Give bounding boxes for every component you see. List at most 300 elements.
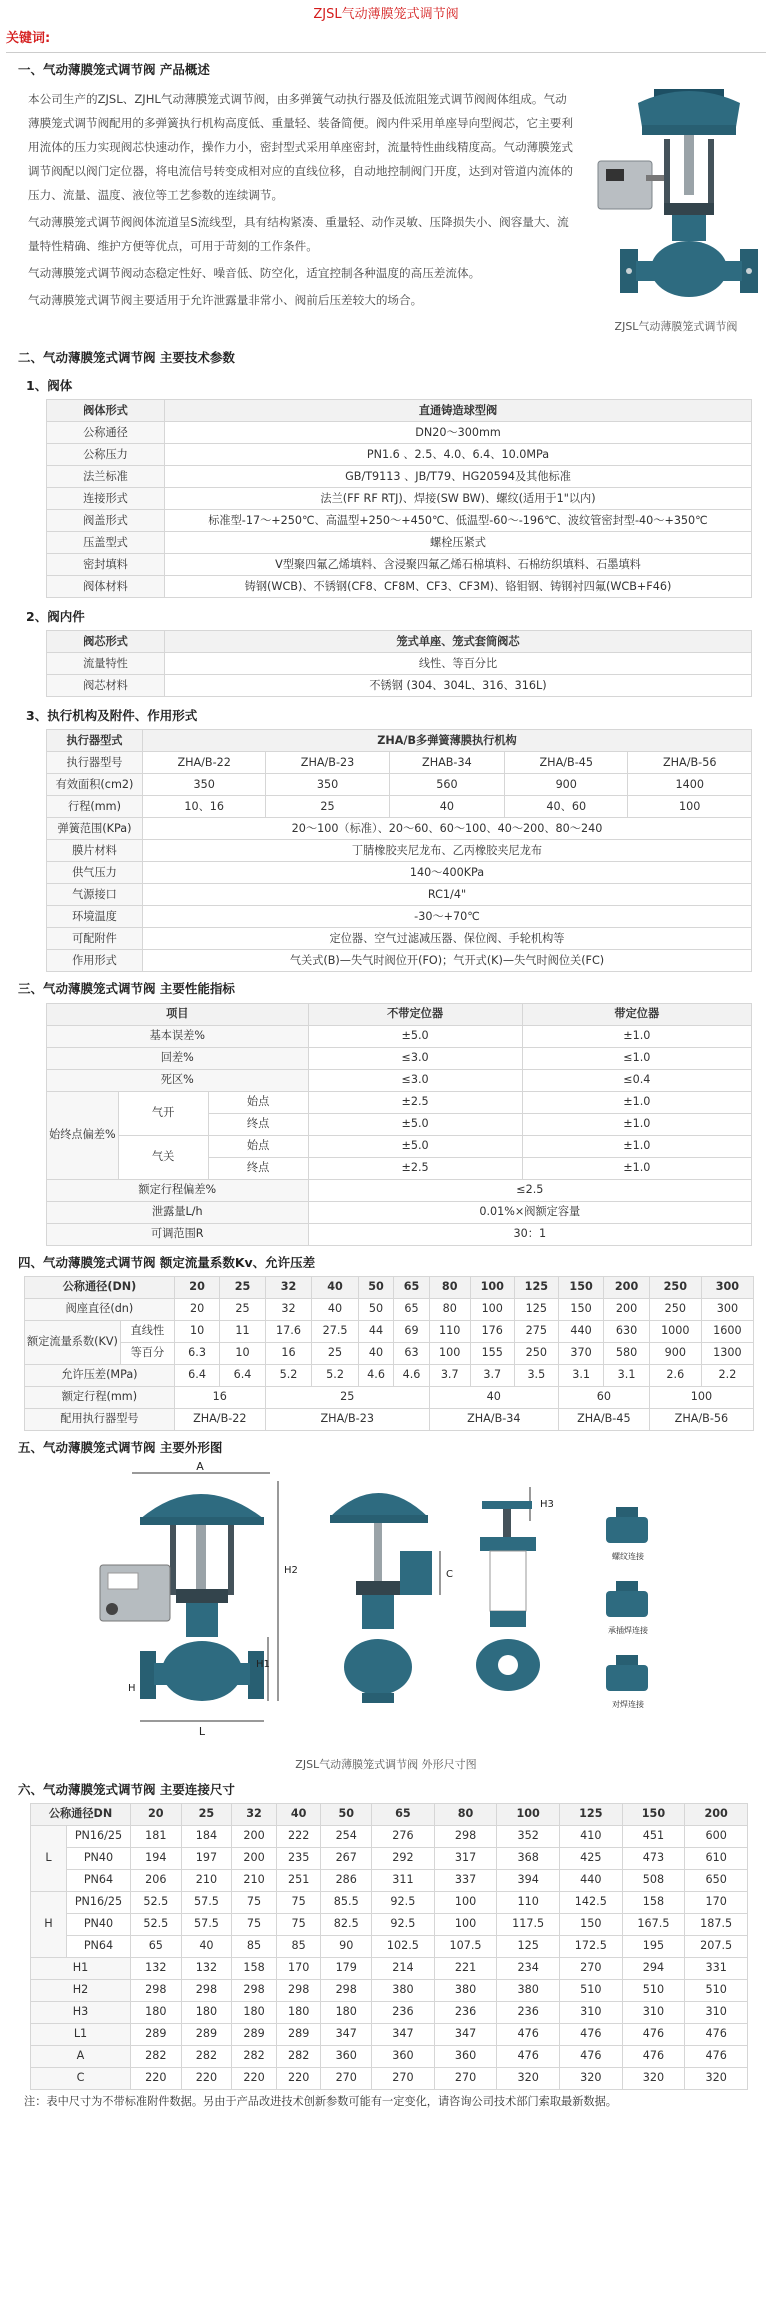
table-cell: 236	[434, 2001, 497, 2023]
subsection-body-title: 1、阀体	[26, 378, 73, 394]
table-cell: 定位器、空气过滤减压器、保位阀、手轮机构等	[143, 928, 752, 950]
table-cell: 1400	[628, 774, 752, 796]
table-cell: 270	[559, 1957, 622, 1979]
table-cell: ±1.0	[522, 1135, 751, 1157]
table-header: 80	[434, 1803, 497, 1825]
table-cell: 11	[220, 1320, 265, 1342]
row-label: 基本误差%	[47, 1025, 309, 1047]
divider	[6, 52, 766, 53]
table-cell: 117.5	[497, 1913, 560, 1935]
table-cell: 102.5	[372, 1935, 435, 1957]
table-cell: 476	[685, 2045, 748, 2067]
table-cell: 158	[622, 1891, 685, 1913]
table-row	[31, 2067, 748, 2089]
table-cell: 180	[232, 2001, 277, 2023]
table-cell: 236	[372, 2001, 435, 2023]
table-cell: 法兰(FF RF RTJ)、焊接(SW BW)、螺纹(适用于1"以内)	[165, 488, 752, 510]
row-label: 可配附件	[47, 928, 143, 950]
valve-body-table	[46, 399, 752, 598]
table-cell: 90	[321, 1935, 372, 1957]
table-cell: 1000	[649, 1320, 701, 1342]
subsection-trim-title: 2、阀内件	[26, 609, 85, 625]
table-cell: 440	[559, 1869, 622, 1891]
table-row	[25, 1298, 754, 1320]
row-label: 气源接口	[47, 884, 143, 906]
table-cell: RC1/4"	[143, 884, 752, 906]
table-cell: 16	[265, 1342, 312, 1364]
table-header: 125	[514, 1276, 558, 1298]
overview-block	[0, 83, 772, 341]
table-cell: 100	[429, 1342, 470, 1364]
dim-a-label: A	[196, 1460, 204, 1473]
table-header: 25	[181, 1803, 232, 1825]
row-label: 气开	[118, 1091, 208, 1135]
table-cell: 180	[276, 2001, 321, 2023]
table-cell: 298	[181, 1979, 232, 2001]
table-cell: 179	[321, 1957, 372, 1979]
table-cell: 52.5	[131, 1891, 182, 1913]
table-header: 公称通径(DN)	[25, 1276, 175, 1298]
row-label: 直线性	[120, 1320, 174, 1342]
section-dimensions-title: 六、气动薄膜笼式调节阀 主要连接尺寸	[18, 1781, 235, 1797]
table-cell: 394	[497, 1869, 560, 1891]
table-cell: 476	[497, 2023, 560, 2045]
row-label: 等百分	[120, 1342, 174, 1364]
dimension-drawing	[0, 1461, 772, 1761]
row-label: 额定行程(mm)	[25, 1386, 175, 1408]
table-cell: 110	[429, 1320, 470, 1342]
table-cell: ZHA/B-23	[266, 752, 389, 774]
table-cell: 40	[429, 1386, 558, 1408]
row-label: 配用执行器型号	[25, 1408, 175, 1430]
table-cell: 20～100（标准）、20～60、60～100、40～200、80～240	[143, 818, 752, 840]
table-row	[47, 631, 752, 653]
table-cell: 44	[358, 1320, 393, 1342]
table-cell: 410	[559, 1825, 622, 1847]
table-cell: 337	[434, 1869, 497, 1891]
table-cell: 360	[372, 2045, 435, 2067]
row-label: 死区%	[47, 1069, 309, 1091]
table-cell: 75	[276, 1891, 321, 1913]
row-label: L	[31, 1825, 67, 1891]
table-cell: ZHA/B-45	[505, 752, 628, 774]
row-label: PN40	[67, 1847, 131, 1869]
table-cell: 110	[497, 1891, 560, 1913]
table-cell: 176	[470, 1320, 514, 1342]
table-header: 200	[604, 1276, 649, 1298]
table-cell: 270	[434, 2067, 497, 2089]
table-row	[47, 554, 752, 576]
row-label: 环境温度	[47, 906, 143, 928]
table-cell: 380	[372, 1979, 435, 2001]
table-cell: 320	[622, 2067, 685, 2089]
table-header: 65	[394, 1276, 429, 1298]
table-row	[47, 576, 752, 598]
table-cell: 线性、等百分比	[165, 653, 752, 675]
table-row	[31, 2023, 748, 2045]
table-cell: 75	[232, 1891, 277, 1913]
table-cell: 不锈钢 (304、304L、316、316L)	[165, 675, 752, 697]
table-cell: 368	[497, 1847, 560, 1869]
table-cell: 57.5	[181, 1891, 232, 1913]
table-cell: 184	[181, 1825, 232, 1847]
table-row	[47, 774, 752, 796]
table-cell: 140～400KPa	[143, 862, 752, 884]
table-cell: 10	[174, 1320, 219, 1342]
table-cell: 298	[131, 1979, 182, 2001]
table-cell: 3.5	[514, 1364, 558, 1386]
table-cell: 螺栓压紧式	[165, 532, 752, 554]
row-label: 泄露量L/h	[47, 1201, 309, 1223]
table-cell: 300	[701, 1298, 753, 1320]
table-cell: 180	[131, 2001, 182, 2023]
table-cell: PN1.6 、2.5、4.0、6.4、10.0MPa	[165, 444, 752, 466]
table-cell: 360	[434, 2045, 497, 2067]
table-header: 20	[131, 1803, 182, 1825]
valve-trim-table	[46, 630, 752, 697]
row-label: 回差%	[47, 1047, 309, 1069]
table-cell: 900	[505, 774, 628, 796]
table-cell: 132	[181, 1957, 232, 1979]
product-photo-caption: ZJSL气动薄膜笼式调节阀	[614, 319, 738, 333]
table-cell: 2.6	[649, 1364, 701, 1386]
table-row	[31, 1869, 748, 1891]
table-header: 公称通径DN	[31, 1803, 131, 1825]
table-header: 32	[265, 1276, 312, 1298]
table-cell: 25	[312, 1342, 359, 1364]
table-row	[31, 1913, 748, 1935]
row-label: 阀盖形式	[47, 510, 165, 532]
table-cell: 17.6	[265, 1320, 312, 1342]
table-cell: 610	[685, 1847, 748, 1869]
footnote: 注：表中尺寸为不带标准附件数据。另由于产品改进技术创新参数可能有一定变化，请咨询公司技术部门索取最新数据。	[24, 2094, 617, 2108]
table-cell: 170	[276, 1957, 321, 1979]
table-cell: 3.7	[429, 1364, 470, 1386]
table-cell: 200	[232, 1825, 277, 1847]
table-row	[47, 1069, 752, 1091]
table-row	[47, 510, 752, 532]
row-label: H1	[31, 1957, 131, 1979]
table-row	[31, 2001, 748, 2023]
table-header: 300	[701, 1276, 753, 1298]
table-cell: GB/T9113 、JB/T79、HG20594及其他标准	[165, 466, 752, 488]
table-cell: 473	[622, 1847, 685, 1869]
table-row	[47, 466, 752, 488]
table-row	[47, 862, 752, 884]
table-cell: 27.5	[312, 1320, 359, 1342]
row-label: PN16/25	[67, 1891, 131, 1913]
valve-side-view	[330, 1493, 453, 1703]
table-row	[47, 444, 752, 466]
overview-paragraph: 气动薄膜笼式调节阀动态稳定性好、噪音低、防空化，适宜控制各种温度的高压差流体。	[28, 265, 481, 280]
table-cell: 32	[265, 1298, 312, 1320]
table-cell: 75	[276, 1913, 321, 1935]
table-cell: 172.5	[559, 1935, 622, 1957]
table-cell: 282	[276, 2045, 321, 2067]
table-cell: ±1.0	[522, 1025, 751, 1047]
row-label: H2	[31, 1979, 131, 2001]
table-cell: 347	[434, 2023, 497, 2045]
table-cell: DN20～300mm	[165, 422, 752, 444]
table-cell: ZHA/B-22	[143, 752, 266, 774]
table-cell: 220	[232, 2067, 277, 2089]
table-row	[47, 928, 752, 950]
table-cell: 298	[276, 1979, 321, 2001]
dimension-drawing-svg	[0, 1461, 772, 1761]
table-cell: 310	[559, 2001, 622, 2023]
table-cell: 5.2	[265, 1364, 312, 1386]
table-cell: ≤3.0	[308, 1047, 522, 1069]
connection-types	[606, 1507, 648, 1709]
row-label: 始点	[208, 1135, 308, 1157]
table-cell: 220	[131, 2067, 182, 2089]
dim-h1-label: H1	[256, 1658, 270, 1670]
table-cell: 270	[321, 2067, 372, 2089]
overview-text	[28, 87, 576, 315]
row-label: 额定流量系数(KV)	[25, 1320, 121, 1364]
table-cell: ZHA/B-56	[649, 1408, 753, 1430]
table-cell: 476	[685, 2023, 748, 2045]
table-header: 65	[372, 1803, 435, 1825]
table-cell: 65	[131, 1935, 182, 1957]
row-label: 公称压力	[47, 444, 165, 466]
table-cell: 40	[181, 1935, 232, 1957]
row-label: 行程(mm)	[47, 796, 143, 818]
row-label: 连接形式	[47, 488, 165, 510]
table-cell: 40	[389, 796, 504, 818]
row-label: 密封填料	[47, 554, 165, 576]
table-header: 125	[559, 1803, 622, 1825]
table-cell: 铸钢(WCB)、不锈钢(CF8、CF8M、CF3、CF3M)、铬钼钢、铸钢衬四氟(WCB+F46)	[165, 576, 752, 598]
table-header: 笼式单座、笼式套筒阀芯	[165, 631, 752, 653]
table-row	[47, 818, 752, 840]
table-cell: 4.6	[358, 1364, 393, 1386]
table-cell: 170	[685, 1891, 748, 1913]
table-cell: 100	[434, 1913, 497, 1935]
table-row	[31, 1825, 748, 1847]
table-cell: 250	[649, 1298, 701, 1320]
table-cell: 476	[622, 2023, 685, 2045]
table-row	[47, 840, 752, 862]
section-params-title: 二、气动薄膜笼式调节阀 主要技术参数	[18, 349, 235, 365]
table-cell: ±1.0	[522, 1113, 751, 1135]
table-row	[47, 422, 752, 444]
table-row	[47, 1025, 752, 1047]
table-cell: 丁腈橡胶夹尼龙布、乙丙橡胶夹尼龙布	[143, 840, 752, 862]
section-overview-title: 一、气动薄膜笼式调节阀 产品概述	[18, 61, 210, 77]
drawing-caption: ZJSL气动薄膜笼式调节阀 外形尺寸图	[295, 1757, 477, 1771]
table-cell: 320	[559, 2067, 622, 2089]
table-header: 32	[232, 1803, 277, 1825]
table-cell: 92.5	[372, 1913, 435, 1935]
kv-table	[24, 1276, 754, 1431]
table-row	[47, 1223, 752, 1245]
table-header: 项目	[47, 1003, 309, 1025]
table-header: 50	[358, 1276, 393, 1298]
row-label: 始点	[208, 1091, 308, 1113]
row-label: 阀体材料	[47, 576, 165, 598]
table-cell: 100	[628, 796, 752, 818]
table-header: 40	[312, 1276, 359, 1298]
table-cell: 476	[559, 2045, 622, 2067]
row-label: 法兰标准	[47, 466, 165, 488]
table-cell: 30：1	[308, 1223, 751, 1245]
table-cell: 5.2	[312, 1364, 359, 1386]
table-cell: ≤0.4	[522, 1069, 751, 1091]
table-cell: 220	[276, 2067, 321, 2089]
table-header: 25	[220, 1276, 265, 1298]
subsection-actuator-title: 3、执行机构及附件、作用形式	[26, 708, 198, 724]
table-row	[47, 653, 752, 675]
table-cell: 6.4	[220, 1364, 265, 1386]
table-cell: 276	[372, 1825, 435, 1847]
dim-l-label: L	[198, 1724, 206, 1738]
table-cell: 57.5	[181, 1913, 232, 1935]
table-cell: 25	[220, 1298, 265, 1320]
table-cell: 180	[181, 2001, 232, 2023]
table-cell: 0.01%×阀额定容量	[308, 1201, 751, 1223]
table-cell: 52.5	[131, 1913, 182, 1935]
table-row	[25, 1408, 754, 1430]
table-cell: 360	[321, 2045, 372, 2067]
table-cell: 380	[497, 1979, 560, 2001]
table-row	[47, 730, 752, 752]
table-header: 200	[685, 1803, 748, 1825]
table-cell: 60	[558, 1386, 649, 1408]
table-cell: 10	[220, 1342, 265, 1364]
table-row	[47, 1003, 752, 1025]
table-cell: 476	[559, 2023, 622, 2045]
row-label: 可调范围R	[47, 1223, 309, 1245]
dim-h-label: H	[128, 1682, 136, 1694]
table-row	[31, 1957, 748, 1979]
table-cell: 1600	[701, 1320, 753, 1342]
dimension-table	[30, 1803, 748, 2090]
row-label: PN40	[67, 1913, 131, 1935]
performance-table	[46, 1003, 752, 1246]
table-cell: 20	[174, 1298, 219, 1320]
table-cell: 289	[276, 2023, 321, 2045]
table-cell: 100	[649, 1386, 753, 1408]
table-cell: 510	[559, 1979, 622, 2001]
table-cell: 289	[131, 2023, 182, 2045]
table-header: 阀芯形式	[47, 631, 165, 653]
table-cell: 370	[558, 1342, 603, 1364]
table-cell: 476	[622, 2045, 685, 2067]
table-header: 20	[174, 1276, 219, 1298]
table-cell: 132	[131, 1957, 182, 1979]
table-row	[47, 752, 752, 774]
table-cell: 317	[434, 1847, 497, 1869]
table-cell: 150	[559, 1913, 622, 1935]
row-label: 供气压力	[47, 862, 143, 884]
table-cell: 210	[232, 1869, 277, 1891]
row-label: 流量特性	[47, 653, 165, 675]
table-row	[47, 906, 752, 928]
table-cell: 50	[358, 1298, 393, 1320]
row-label: 始终点偏差%	[47, 1091, 119, 1179]
table-cell: 80	[429, 1298, 470, 1320]
butt-weld-label: 对焊连接	[612, 1699, 644, 1709]
table-row	[47, 675, 752, 697]
table-cell: 167.5	[622, 1913, 685, 1935]
table-header: 执行器型式	[47, 730, 143, 752]
table-cell: 气关式(B)—失气时阀位开(FO)；气开式(K)—失气时阀位关(FC)	[143, 950, 752, 972]
row-label: H3	[31, 2001, 131, 2023]
row-label: 执行器型号	[47, 752, 143, 774]
table-cell: 650	[685, 1869, 748, 1891]
table-row	[25, 1364, 754, 1386]
overview-paragraph: 本公司生产的ZJSL、ZJHL气动薄膜笼式调节阀，由多弹簧气动执行器及低流阻笼式调节阀阀体组成。气动薄膜笼式调节阀配用的多弹簧执行机构高度低、重量轻、装备简便。阀内件采用单座导向型阀芯，它主要利用流体的压力实现阀芯快速动作，操作力小，密封型式采用单座密封，流量特性曲线精度高。气动薄膜笼式调节阀配以阀门定位器，将电流信号转变成相对应的直线位移，自动地控制阀门开度，达到对管道内流体的压力、流量、温度、液位等工艺参数的连续调节。	[28, 91, 573, 202]
table-row	[47, 400, 752, 422]
table-cell: 630	[604, 1320, 649, 1342]
valve-front-view	[100, 1461, 298, 1738]
table-row	[47, 488, 752, 510]
table-cell: 200	[232, 1847, 277, 1869]
dim-h2-label: H2	[284, 1564, 298, 1576]
table-cell: 82.5	[321, 1913, 372, 1935]
table-cell: 65	[394, 1298, 429, 1320]
table-cell: 25	[265, 1386, 429, 1408]
table-cell: ZHA/B-34	[429, 1408, 558, 1430]
table-cell: 347	[372, 2023, 435, 2045]
table-cell: 282	[131, 2045, 182, 2067]
overview-paragraph: 气动薄膜笼式调节阀主要适用于允许泄露量非常小、阀前后压差较大的场合。	[28, 292, 423, 307]
table-cell: 286	[321, 1869, 372, 1891]
page-title: ZJSL气动薄膜笼式调节阀	[313, 7, 459, 22]
table-cell: 63	[394, 1342, 429, 1364]
table-cell: ≤3.0	[308, 1069, 522, 1091]
table-cell: 194	[131, 1847, 182, 1869]
table-cell: 510	[685, 1979, 748, 2001]
row-label: 阀座直径(dn)	[25, 1298, 175, 1320]
table-cell: ZHA/B-23	[265, 1408, 429, 1430]
table-cell: 560	[389, 774, 504, 796]
table-cell: 16	[174, 1386, 265, 1408]
table-header: 50	[321, 1803, 372, 1825]
table-cell: 6.4	[174, 1364, 219, 1386]
table-cell: 85	[276, 1935, 321, 1957]
table-cell: 900	[649, 1342, 701, 1364]
table-cell: 234	[497, 1957, 560, 1979]
table-cell: 310	[622, 2001, 685, 2023]
table-cell: 292	[372, 1847, 435, 1869]
table-cell: 580	[604, 1342, 649, 1364]
row-label: 额定行程偏差%	[47, 1179, 309, 1201]
table-cell: 150	[558, 1298, 603, 1320]
table-header: 40	[276, 1803, 321, 1825]
table-cell: 197	[181, 1847, 232, 1869]
row-label: 允许压差(MPa)	[25, 1364, 175, 1386]
table-cell: 350	[266, 774, 389, 796]
table-cell: 195	[622, 1935, 685, 1957]
table-cell: 282	[232, 2045, 277, 2067]
table-cell: 214	[372, 1957, 435, 1979]
table-row	[31, 1803, 748, 1825]
table-row	[25, 1320, 754, 1342]
table-cell: 298	[232, 1979, 277, 2001]
table-cell: 298	[321, 1979, 372, 2001]
table-cell: 107.5	[434, 1935, 497, 1957]
table-row	[25, 1276, 754, 1298]
table-cell: V型聚四氟乙烯填料、含浸聚四氟乙烯石棉填料、石棉纺织填料、石墨填料	[165, 554, 752, 576]
socket-weld-label: 承插焊连接	[608, 1625, 648, 1635]
table-cell: 275	[514, 1320, 558, 1342]
row-label: H	[31, 1891, 67, 1957]
table-row	[47, 1201, 752, 1223]
table-cell: 92.5	[372, 1891, 435, 1913]
overview-paragraph: 气动薄膜笼式调节阀阀体流道呈S流线型，具有结构紧凑、重量轻、动作灵敏、压降损失小、阀容量大、流量特性精确、维护方便等优点，可用于苛刻的工作条件。	[28, 214, 569, 253]
